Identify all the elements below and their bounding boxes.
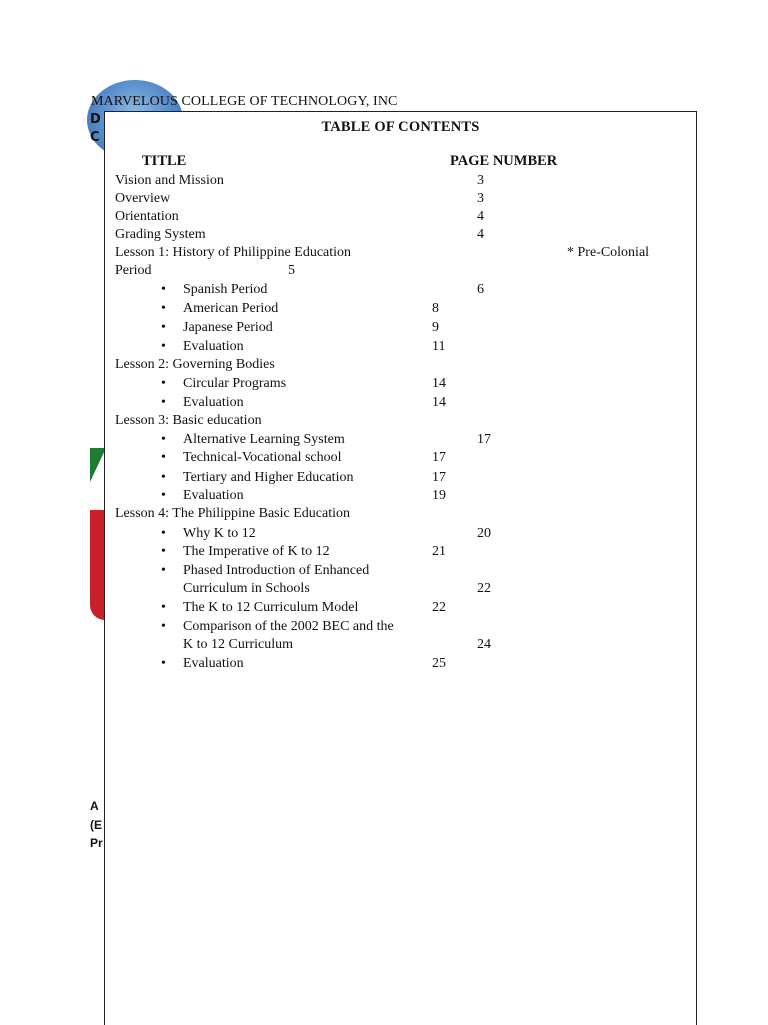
toc-entry: Grading System: [115, 227, 206, 242]
page-number: 3: [477, 191, 484, 206]
toc-sub-entry: • American Period: [183, 300, 278, 318]
lesson-heading: Lesson 1: History of Philippine Education: [115, 245, 352, 260]
toc-sub-entry: • Spanish Period: [183, 281, 267, 299]
toc-sub-entry: • Evaluation: [183, 487, 244, 505]
page-number: 22: [477, 581, 491, 596]
toc-sub-entry-continued: K to 12 Curriculum: [183, 637, 294, 652]
lesson-heading: Lesson 4: The Philippine Basic Education: [115, 506, 350, 521]
toc-sub-entry: • Comparison of the 2002 BEC and the: [183, 618, 394, 636]
toc-sub-entry: • Technical-Vocational school: [183, 449, 342, 467]
toc-sub-entry: • Evaluation: [183, 655, 244, 673]
page-number: 4: [477, 227, 484, 242]
toc-entry-extra: * Pre-Colonial: [567, 245, 650, 260]
page-number: 14: [432, 395, 446, 410]
background-text-fragment: Pr: [90, 836, 103, 850]
page-number: 4: [477, 209, 484, 224]
background-text-fragment: (E: [90, 818, 102, 832]
toc-entry: Overview: [115, 191, 171, 206]
page-number: 14: [432, 376, 446, 391]
lesson-heading: Lesson 3: Basic education: [115, 413, 262, 428]
toc-sub-entry: • Evaluation: [183, 394, 244, 412]
toc-sub-entry: • Phased Introduction of Enhanced: [183, 562, 369, 580]
toc-sub-entry: • The Imperative of K to 12: [183, 543, 330, 561]
table-of-contents: [104, 111, 697, 1025]
page-number: 25: [432, 656, 446, 671]
page-number: 17: [432, 450, 446, 465]
background-text-fragment: D: [90, 112, 101, 127]
toc-sub-entry: • Why K to 12: [183, 525, 256, 543]
page-number: 21: [432, 544, 446, 559]
page-number: 22: [432, 600, 446, 615]
page-number: 8: [432, 301, 439, 316]
column-header-title: TITLE: [142, 153, 187, 169]
college-name: MARVELOUS COLLEGE OF TECHNOLOGY, INC: [91, 94, 398, 109]
toc-entry: Orientation: [115, 209, 179, 224]
toc-sub-entry: • Evaluation: [183, 338, 244, 356]
page-number: 17: [432, 470, 446, 485]
background-text-fragment: C: [90, 130, 100, 145]
toc-entry: Vision and Mission: [115, 173, 224, 188]
page-number: 3: [477, 173, 484, 188]
toc-sub-entry: • The K to 12 Curriculum Model: [183, 599, 358, 617]
column-header-page: PAGE NUMBER: [450, 153, 558, 169]
toc-sub-entry: • Japanese Period: [183, 319, 273, 337]
page-number: 5: [288, 263, 295, 278]
toc-sub-entry: • Tertiary and Higher Education: [183, 469, 353, 487]
toc-sub-entry: • Circular Programs: [183, 375, 286, 393]
page-number: 6: [477, 282, 484, 297]
toc-sub-entry-continued: Curriculum in Schools: [183, 581, 310, 596]
toc-sub-entry: • Alternative Learning System: [183, 431, 345, 449]
page-number: 24: [477, 637, 491, 652]
lesson-heading: Lesson 2: Governing Bodies: [115, 357, 275, 372]
page-number: 20: [477, 526, 491, 541]
page-number: 17: [477, 432, 491, 447]
logo-fragment-red: [90, 510, 105, 620]
page-number: 9: [432, 320, 439, 335]
toc-title: TABLE OF CONTENTS: [321, 119, 480, 135]
page-number: 11: [432, 339, 446, 354]
page-number: 19: [432, 488, 446, 503]
toc-entry: Period: [115, 263, 152, 278]
background-text-fragment: A: [90, 799, 99, 813]
